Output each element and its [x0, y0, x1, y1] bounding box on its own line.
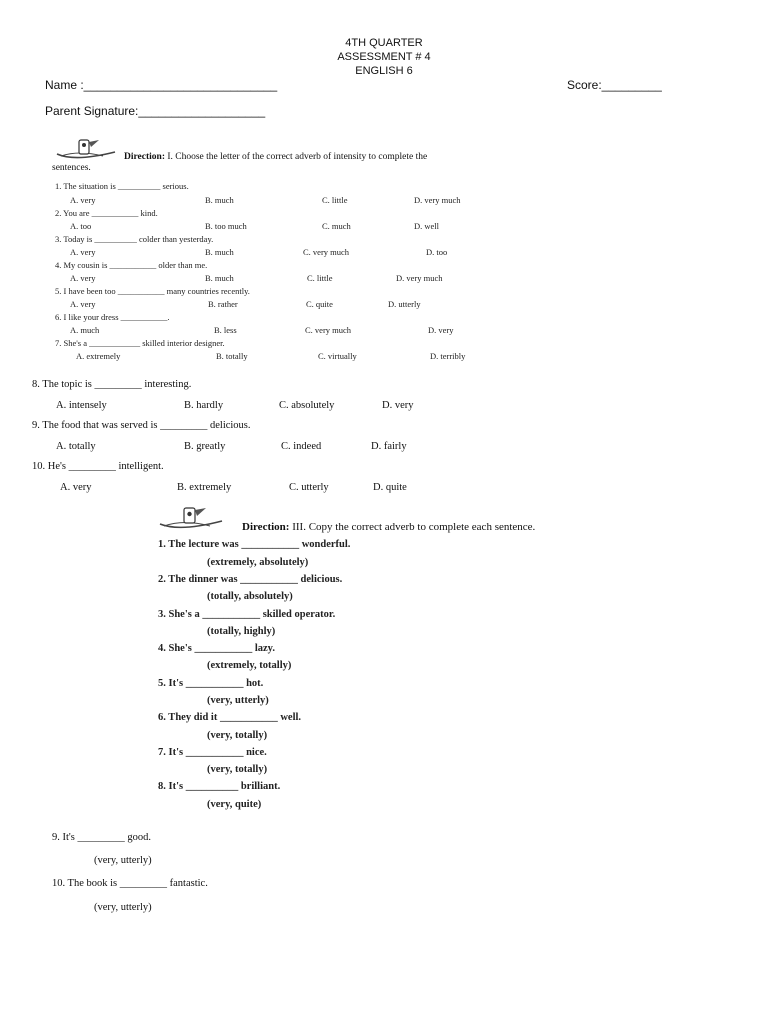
question-text: 8. It's __________ brilliant. [158, 781, 281, 792]
question-text: 3. Today is __________ colder than yesterday. [55, 234, 214, 244]
answer-option: B. less [214, 325, 237, 335]
answer-option: C. very much [303, 247, 350, 257]
answer-option: D. fairly [371, 441, 407, 452]
answer-option: A. very [70, 273, 96, 283]
answer-option: B. too much [205, 221, 247, 231]
adverb-choices: (extremely, totally) [207, 660, 292, 671]
answer-option: D. very [382, 400, 414, 411]
question-text: 2. You are ___________ kind. [55, 208, 158, 218]
answer-option: C. little [307, 273, 333, 283]
answer-option: B. extremely [177, 482, 232, 493]
adverb-choices: (very, totally) [207, 730, 268, 741]
part3-direction-text: III. Copy the correct adverb to complete each sentence. [292, 521, 536, 533]
part1-direction-text-2: sentences. [52, 163, 91, 173]
answer-option: A. very [70, 299, 96, 309]
question-text: 9. It's _________ good. [52, 832, 152, 843]
adverb-choices: (very, utterly) [94, 855, 152, 866]
answer-option: A. very [70, 195, 96, 205]
adverb-choices: (very, totally) [207, 764, 268, 775]
adverb-choices: (very, utterly) [94, 902, 152, 913]
pencil-icon [158, 506, 224, 532]
answer-option: B. greatly [184, 441, 226, 452]
question-text: 1. The lecture was ___________ wonderful. [158, 539, 351, 550]
answer-option: A. much [70, 325, 100, 335]
answer-option: B. much [205, 273, 234, 283]
answer-option: B. much [205, 247, 234, 257]
adverb-choices: (very, quite) [207, 799, 262, 810]
question-text: 7. She's a ____________ skilled interior designer. [55, 338, 225, 348]
answer-option: C. quite [306, 299, 333, 309]
answer-option: A. very [70, 247, 96, 257]
answer-option: C. indeed [281, 441, 322, 452]
part1-direction-text: I. Choose the letter of the correct adverb of intensity to complete the [167, 152, 428, 162]
question-text: 10. The book is _________ fantastic. [52, 878, 208, 889]
answer-option: B. hardly [184, 400, 224, 411]
question-text: 6. I like your dress ___________. [55, 312, 170, 322]
answer-option: B. totally [216, 351, 248, 361]
adverb-choices: (extremely, absolutely) [207, 557, 309, 568]
answer-option: C. absolutely [279, 400, 335, 411]
answer-option: B. rather [208, 299, 238, 309]
answer-option: A. very [60, 482, 92, 493]
quarter-title: 4TH QUARTER [345, 37, 423, 49]
question-text: 2. The dinner was ___________ delicious. [158, 574, 343, 585]
answer-option: D. utterly [388, 299, 421, 309]
question-text: 3. She's a ___________ skilled operator. [158, 609, 336, 620]
assessment-title: ASSESSMENT # 4 [337, 51, 431, 63]
parent-signature-field: Parent Signature:___________________ [45, 104, 266, 118]
answer-option: D. too [426, 247, 448, 257]
question-text: 8. The topic is _________ interesting. [32, 379, 192, 390]
answer-option: A. intensely [56, 400, 107, 411]
answer-option: D. quite [373, 482, 407, 493]
answer-option: D. well [414, 221, 440, 231]
answer-option: A. extremely [76, 351, 121, 361]
question-text: 7. It's ___________ nice. [158, 747, 267, 758]
answer-option: A. too [70, 221, 92, 231]
question-text: 9. The food that was served is _________ delicious. [32, 420, 251, 431]
question-text: 6. They did it ___________ well. [158, 712, 302, 723]
answer-option: C. virtually [318, 351, 357, 361]
question-text: 5. I have been too ___________ many countries recently. [55, 286, 250, 296]
part1-direction [124, 152, 427, 162]
answer-option: D. very much [396, 273, 443, 283]
name-field: Name :_____________________________ [45, 78, 278, 92]
adverb-choices: (very, utterly) [207, 695, 269, 706]
adverb-choices: (totally, absolutely) [207, 591, 293, 602]
answer-option: D. terribly [430, 351, 466, 361]
answer-option: A. totally [56, 441, 96, 452]
answer-option: C. little [322, 195, 348, 205]
question-text: 1. The situation is __________ serious. [55, 181, 189, 191]
answer-option: C. much [322, 221, 351, 231]
part3-direction-label: Direction: [242, 521, 290, 533]
question-text: 4. She's ___________ lazy. [158, 643, 275, 654]
answer-option: C. very much [305, 325, 352, 335]
pencil-icon [55, 138, 117, 162]
question-text: 5. It's ___________ hot. [158, 678, 264, 689]
part1-direction-label: Direction: [124, 152, 165, 162]
part3-direction [242, 521, 535, 533]
answer-option: C. utterly [289, 482, 329, 493]
answer-option: D. very much [414, 195, 461, 205]
subject-title: ENGLISH 6 [355, 65, 413, 77]
adverb-choices: (totally, highly) [207, 626, 276, 637]
question-text: 10. He's _________ intelligent. [32, 461, 164, 472]
answer-option: D. very [428, 325, 454, 335]
answer-option: B. much [205, 195, 234, 205]
question-text: 4. My cousin is ___________ older than me. [55, 260, 208, 270]
score-field: Score:_________ [567, 78, 662, 92]
